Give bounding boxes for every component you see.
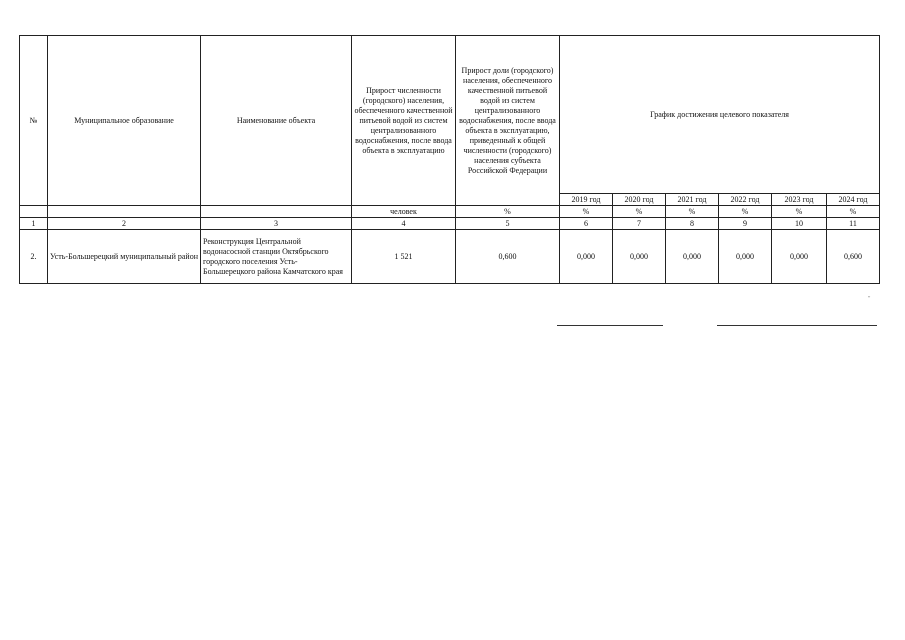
header-year: 2019 год <box>560 194 613 206</box>
header-year: 2023 год <box>772 194 827 206</box>
header-object-name: Наименование объекта <box>201 36 352 206</box>
row-municipality: Усть-Большерецкий муниципальный район <box>48 230 201 284</box>
unit-cell <box>20 206 48 218</box>
row-year-value: 0,000 <box>666 230 719 284</box>
unit-population: человек <box>352 206 456 218</box>
target-indicator-table <box>19 35 880 284</box>
unit-cell <box>201 206 352 218</box>
column-number: 2 <box>48 218 201 230</box>
header-year: 2021 год <box>666 194 719 206</box>
row-no: 2. <box>20 230 48 284</box>
row-year-value: 0,000 <box>560 230 613 284</box>
row-share: 0,600 <box>456 230 560 284</box>
unit-year: % <box>613 206 666 218</box>
header-municipality: Муниципальное образование <box>48 36 201 206</box>
signature-line <box>557 325 663 326</box>
column-numbers-row <box>20 218 880 230</box>
table-row <box>20 230 880 284</box>
unit-year: % <box>560 206 613 218</box>
column-number: 9 <box>719 218 772 230</box>
unit-year: % <box>772 206 827 218</box>
column-number: 7 <box>613 218 666 230</box>
row-year-value: 0,000 <box>719 230 772 284</box>
row-population: 1 521 <box>352 230 456 284</box>
header-no: № <box>20 36 48 206</box>
row-object: Реконструкция Центральной водонасосной станции Октябрьского городского поселения Усть-Большерецкого района Камчатского края <box>201 230 352 284</box>
unit-year: % <box>719 206 772 218</box>
unit-cell <box>48 206 201 218</box>
column-number: 4 <box>352 218 456 230</box>
column-number: 10 <box>772 218 827 230</box>
column-number: 5 <box>456 218 560 230</box>
signature-line <box>717 325 877 326</box>
row-year-value: 0,600 <box>827 230 880 284</box>
column-number: 6 <box>560 218 613 230</box>
footer-mark: " <box>868 296 871 302</box>
row-year-value: 0,000 <box>613 230 666 284</box>
row-year-value: 0,000 <box>772 230 827 284</box>
header-share-growth: Прирост доли (городского) населения, обеспеченного качественной питьевой водой из систем централизованного водоснабжения, после ввода объекта в эксплуатацию, приведенный к общей численности (городского) населения субъекта Российской Федерации <box>456 36 560 206</box>
column-number: 8 <box>666 218 719 230</box>
column-number: 1 <box>20 218 48 230</box>
unit-share: % <box>456 206 560 218</box>
header-schedule: График достижения целевого показателя <box>560 36 880 194</box>
units-row <box>20 206 880 218</box>
header-year: 2020 год <box>613 194 666 206</box>
unit-year: % <box>666 206 719 218</box>
header-year: 2024 год <box>827 194 880 206</box>
header-population-growth: Прирост численности (городского) населения, обеспеченного качественной питьевой водой из систем централизованного водоснабжения, после ввода объекта в эксплуатацию <box>352 36 456 206</box>
column-number: 11 <box>827 218 880 230</box>
unit-year: % <box>827 206 880 218</box>
column-number: 3 <box>201 218 352 230</box>
header-year: 2022 год <box>719 194 772 206</box>
